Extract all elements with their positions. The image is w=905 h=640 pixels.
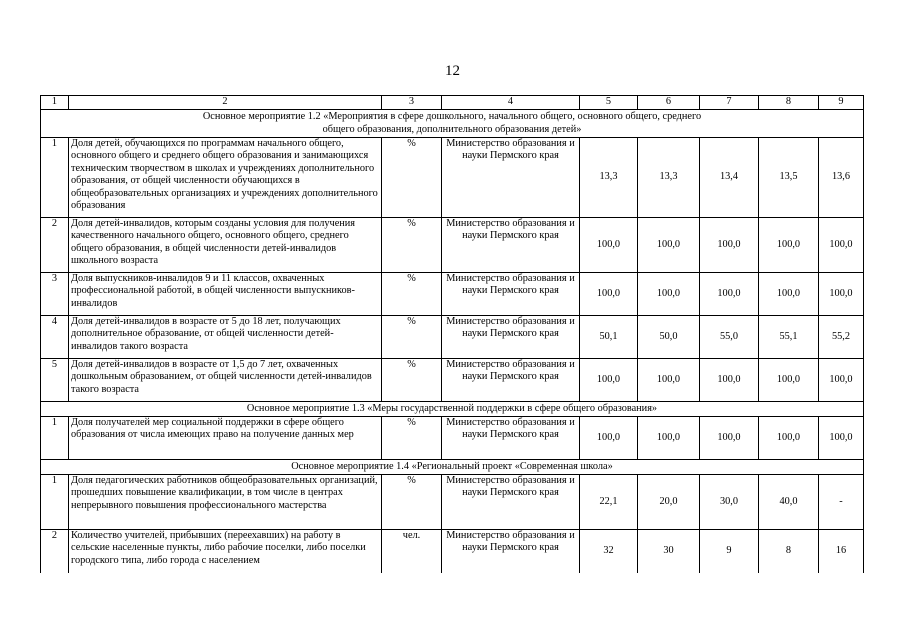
page-number: 12 <box>445 63 460 79</box>
unit-cell: % <box>382 475 442 530</box>
header-cell: 2 <box>69 96 382 110</box>
value-cell: 22,1 <box>580 475 638 530</box>
indicator-name: Доля выпускников-инвалидов 9 и 11 классов, охваченных профессиональной работой, в общей численности выпускников-инвалидов <box>69 273 382 316</box>
executor-cell: Министерство образования и науки Пермского края <box>442 359 580 402</box>
indicator-name: Количество учителей, прибывших (переехавших) на работу в сельские населенные пункты, либо рабочие поселки, либо поселки городского типа, либо города с населением <box>69 530 382 573</box>
executor-cell: Министерство образования и науки Пермского края <box>442 475 580 530</box>
value-cell: 30,0 <box>700 475 759 530</box>
value-cell: 20,0 <box>638 475 700 530</box>
executor-cell: Министерство образования и науки Пермского края <box>442 417 580 460</box>
value-cell: 32 <box>580 530 638 573</box>
section-title: Основное мероприятие 1.4 «Региональный проект «Современная школа» <box>41 460 864 475</box>
value-cell: 13,5 <box>759 138 819 218</box>
value-cell: 55,1 <box>759 316 819 359</box>
unit-cell: % <box>382 218 442 273</box>
value-cell: 100,0 <box>638 273 700 316</box>
section-header-row <box>41 110 864 138</box>
table-row <box>41 359 864 402</box>
header-cell: 7 <box>700 96 759 110</box>
indicator-name: Доля детей-инвалидов, которым созданы условия для получения качественного начального общего, основного общего, среднего общего образования, в общей численности детей-инвалидов школьного возраста <box>69 218 382 273</box>
value-cell: 100,0 <box>819 359 864 402</box>
unit-cell: % <box>382 359 442 402</box>
value-cell: 8 <box>759 530 819 573</box>
value-cell: 100,0 <box>759 273 819 316</box>
value-cell: 100,0 <box>638 359 700 402</box>
row-number: 1 <box>41 417 69 460</box>
value-cell: 100,0 <box>700 359 759 402</box>
header-cell: 6 <box>638 96 700 110</box>
row-number: 3 <box>41 273 69 316</box>
value-cell: 55,0 <box>700 316 759 359</box>
indicators-table <box>40 95 864 573</box>
table-row <box>41 475 864 530</box>
executor-cell: Министерство образования и науки Пермского края <box>442 138 580 218</box>
table-row <box>41 218 864 273</box>
header-cell: 5 <box>580 96 638 110</box>
section-title: Основное мероприятие 1.3 «Меры государственной поддержки в сфере общего образования» <box>41 402 864 417</box>
value-cell: 100,0 <box>700 273 759 316</box>
unit-cell: % <box>382 138 442 218</box>
indicators-table-wrap <box>40 95 863 573</box>
value-cell: 40,0 <box>759 475 819 530</box>
row-number: 2 <box>41 218 69 273</box>
value-cell: 100,0 <box>700 218 759 273</box>
executor-cell: Министерство образования и науки Пермского края <box>442 316 580 359</box>
value-cell: 100,0 <box>580 359 638 402</box>
unit-cell: чел. <box>382 530 442 573</box>
value-cell: 100,0 <box>580 218 638 273</box>
header-cell: 3 <box>382 96 442 110</box>
row-number: 5 <box>41 359 69 402</box>
section-header-row <box>41 460 864 475</box>
value-cell: 100,0 <box>759 359 819 402</box>
value-cell: 9 <box>700 530 759 573</box>
header-cell: 4 <box>442 96 580 110</box>
executor-cell: Министерство образования и науки Пермского края <box>442 530 580 573</box>
unit-cell: % <box>382 316 442 359</box>
value-cell: 100,0 <box>638 417 700 460</box>
value-cell: 13,6 <box>819 138 864 218</box>
value-cell: 100,0 <box>819 218 864 273</box>
indicator-name: Доля педагогических работников общеобразовательных организаций, прошедших повышение квалификации, в том числе в центрах непрерывного повышения профессионального мастерства <box>69 475 382 530</box>
value-cell: 55,2 <box>819 316 864 359</box>
value-cell: 50,1 <box>580 316 638 359</box>
value-cell: 30 <box>638 530 700 573</box>
header-cell: 9 <box>819 96 864 110</box>
table-row <box>41 138 864 218</box>
section-title: Основное мероприятие 1.2 «Мероприятия в сфере дошкольного, начального общего, основного общего, среднего общего образования, дополнительного образования детей» <box>41 110 864 138</box>
row-number: 1 <box>41 138 69 218</box>
section-header-row <box>41 402 864 417</box>
value-cell: 13,4 <box>700 138 759 218</box>
indicator-name: Доля получателей мер социальной поддержки в сфере общего образования от числа имеющих право на получение данных мер <box>69 417 382 460</box>
value-cell: 100,0 <box>819 417 864 460</box>
value-cell: 50,0 <box>638 316 700 359</box>
table-row <box>41 273 864 316</box>
value-cell: 100,0 <box>700 417 759 460</box>
indicator-name: Доля детей-инвалидов в возрасте от 5 до 18 лет, получающих дополнительное образование, от общей численности детей-инвалидов такого возраста <box>69 316 382 359</box>
header-row <box>41 96 864 110</box>
unit-cell: % <box>382 417 442 460</box>
value-cell: 100,0 <box>580 417 638 460</box>
value-cell: 100,0 <box>819 273 864 316</box>
value-cell: 13,3 <box>580 138 638 218</box>
value-cell: 100,0 <box>759 417 819 460</box>
row-number: 2 <box>41 530 69 573</box>
table-row <box>41 316 864 359</box>
value-cell: 16 <box>819 530 864 573</box>
row-number: 1 <box>41 475 69 530</box>
value-cell: - <box>819 475 864 530</box>
unit-cell: % <box>382 273 442 316</box>
executor-cell: Министерство образования и науки Пермского края <box>442 218 580 273</box>
value-cell: 100,0 <box>638 218 700 273</box>
table-row <box>41 417 864 460</box>
indicator-name: Доля детей-инвалидов в возрасте от 1,5 до 7 лет, охваченных дошкольным образованием, от общей численности детей-инвалидов такого возраста <box>69 359 382 402</box>
header-cell: 8 <box>759 96 819 110</box>
row-number: 4 <box>41 316 69 359</box>
header-cell: 1 <box>41 96 69 110</box>
value-cell: 13,3 <box>638 138 700 218</box>
executor-cell: Министерство образования и науки Пермского края <box>442 273 580 316</box>
value-cell: 100,0 <box>580 273 638 316</box>
value-cell: 100,0 <box>759 218 819 273</box>
table-row <box>41 530 864 573</box>
indicator-name: Доля детей, обучающихся по программам начального общего, основного общего и среднего общего образования и занимающихся техническим творчеством в школах и учреждениях дополнительного образования, от общей численности обучающихся в общеобразовательных организациях и учреждениях дополнительного образования <box>69 138 382 218</box>
